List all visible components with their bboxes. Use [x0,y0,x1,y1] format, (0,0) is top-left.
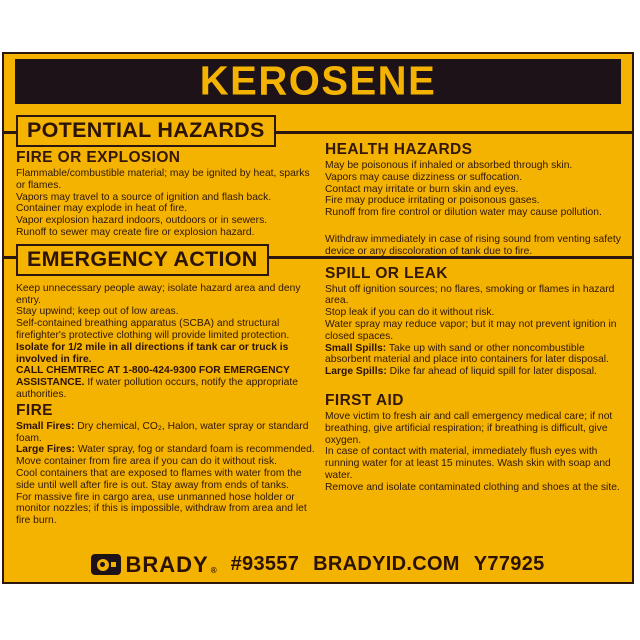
website: BRADYID.COM [313,553,460,575]
first-aid-paragraph: In case of contact with material, immediately flush eyes with running water for at least 15 minutes. Wash skin with soap and water. [325,446,611,481]
right-column [325,140,633,494]
small-fires-text: Dry chemical, CO₂, Halon, water spray or standard foam. [16,420,309,444]
spill-or-leak-title: SPILL OR LEAK [325,264,448,282]
health-paragraph: May be poisonous if inhaled or absorbed through skin. [325,160,573,171]
registered-mark: ® [210,565,217,575]
first-aid-paragraph: Remove and isolate contaminated clothing and shoes at the site. [325,481,620,493]
large-fires-text: Water spray, fog or standard foam is recommended. [74,444,315,456]
brady-logo-square [111,562,116,567]
fire-paragraph: For massive fire in cargo area, use unmanned hose holder or monitor nozzles; if this is impossible, withdraw from area and let fire burn. [16,491,307,527]
fire-explosion-paragraph: Container may explode in heat of fire. [16,203,188,215]
large-spills-paragraph [325,366,633,378]
small-spills-paragraph [325,343,633,367]
product-name: KEROSENE [199,58,437,104]
health-paragraph: Runoff from fire control or dilution water may cause pollution. [325,207,602,219]
health-hazards-title: HEALTH HAZARDS [325,141,473,158]
health-paragraph: Vapors may cause dizziness or suffocation. [325,171,523,183]
chemtrec-phone: CALL CHEMTREC AT 1-800-424-9300 FOR EMERGENCY ASSISTANCE. [16,365,290,389]
large-fires-label: Large Fires: [16,444,75,456]
fire-or-explosion-title: FIRE OR EXPLOSION [16,149,181,166]
large-spills-text: Dike far ahead of liquid spill for later disposal. [386,366,597,378]
fire-explosion-paragraph: Runoff to sewer may create fire or explosion hazard. [16,226,255,238]
health-paragraph: Fire may produce irritating or poisonous gases. [325,195,540,207]
emergency-paragraph: Self-contained breathing apparatus (SCBA) and structural firefighter's protective clothing will provide limited protection. [16,318,290,341]
chemtrec-rest: If water pollution occurs, notify the appropriate authorities. [16,377,298,400]
potential-hazards-header: POTENTIAL HAZARDS [16,115,276,147]
product-name-banner [15,59,621,104]
emergency-paragraph: Keep unnecessary people away; isolate hazard area and deny entry. [16,282,301,306]
emergency-paragraph: Stay upwind; keep out of low areas. [16,306,179,318]
brady-logo-icon [91,554,121,575]
spill-paragraph: Stop leak if you can do it without risk. [325,307,495,319]
fire-explosion-paragraph: Vapor explosion hazard indoors, outdoors or in sewers. [16,215,268,227]
part-number: #93557 [230,553,300,575]
fire-title: FIRE [16,401,53,419]
fire-paragraph: Cool containers that are exposed to flames with water from the side until well after fire is out. Stay away from ends of tanks. [16,467,302,491]
brady-brand [91,551,217,577]
fire-paragraph: Move container from fire area if you can do it without risk. [16,456,277,468]
spill-paragraph: Shut off ignition sources; no flares, smoking or flames in hazard area. [325,283,615,307]
emergency-action-header: EMERGENCY ACTION [16,244,269,276]
small-spills-label: Small Spills: [325,342,387,354]
left-column [16,115,316,527]
large-spills-label: Large Spills: [325,366,387,378]
kerosene-hazard-label [2,52,634,584]
withdraw-note: Withdraw immediately in case of rising sound from venting safety device or any discoloration of tank due to fire. [325,233,621,257]
isolate-warning: Isolate for 1/2 mile in all directions if tank car or truck is involved in fire. [16,341,289,365]
fire-explosion-paragraph: Flammable/combustible material; may be ignited by heat, sparks or flames. [16,168,310,191]
brand-name: BRADY [125,551,209,577]
catalog-code: Y77925 [473,553,545,575]
brady-logo-circle [97,559,109,571]
first-aid-paragraph: Move victim to fresh air and call emergency medical care; if not breathing, give artificial respiration; if breathing is difficult, give oxygen. [325,410,613,446]
footer [4,553,632,576]
spill-paragraph: Water spray may reduce vapor; but it may not prevent ignition in closed spaces. [325,318,617,342]
health-paragraph: Contact may irritate or burn skin and eyes. [325,183,519,195]
chemtrec-paragraph [16,365,316,400]
first-aid-title: FIRST AID [325,391,404,409]
fire-explosion-paragraph: Vapors may travel to a source of ignition and flash back. [16,191,272,203]
large-fires-paragraph [16,444,316,456]
small-fires-paragraph [16,421,316,445]
small-spills-text: Take up with sand or other noncombustible absorbent material and place into containers for later disposal. [325,342,609,366]
small-fires-label: Small Fires: [16,420,75,432]
